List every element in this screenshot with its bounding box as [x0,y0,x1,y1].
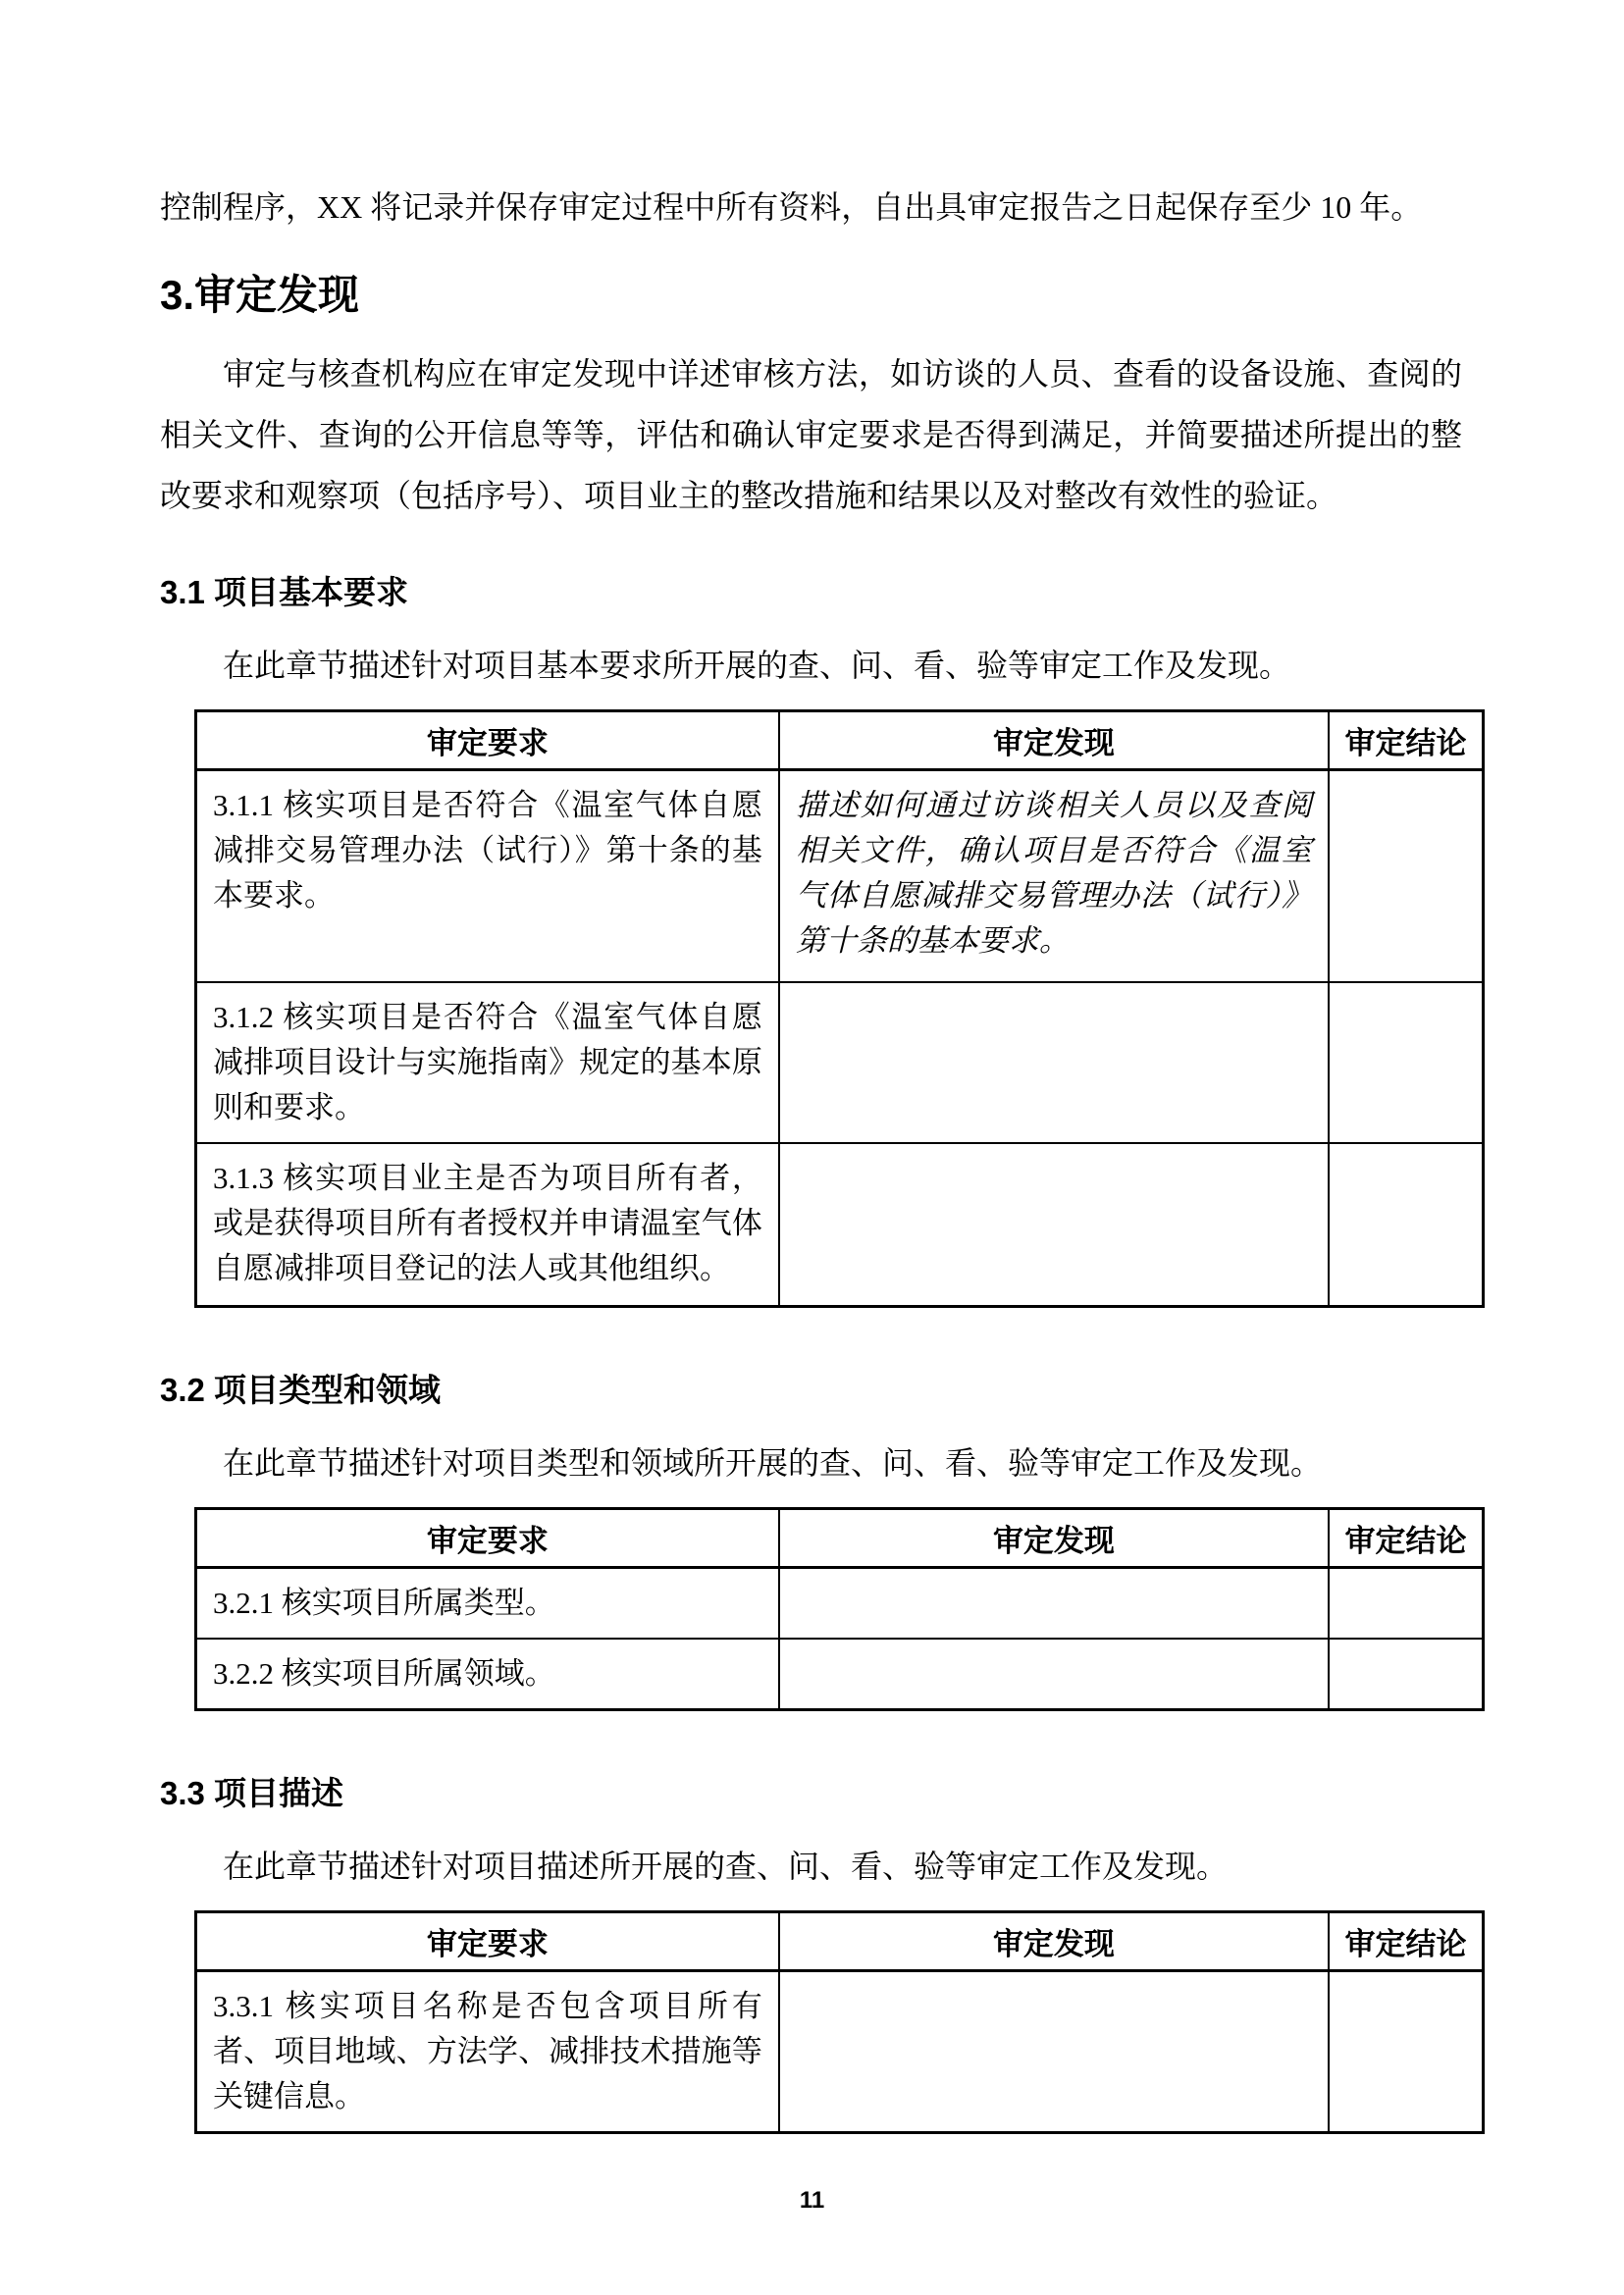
table-row [196,1639,1484,1710]
table-row [196,1143,1484,1307]
table-header-row [196,1509,1484,1568]
finding-cell [779,982,1329,1143]
requirement-cell: 3.1.1 核实项目是否符合《温室气体自愿减排交易管理办法（试行）》第十条的基本要求。 [196,770,779,982]
column-header-requirement: 审定要求 [196,1509,779,1568]
column-header-conclusion: 审定结论 [1329,1509,1483,1568]
conclusion-cell [1329,770,1483,982]
requirement-cell: 3.2.2 核实项目所属领域。 [196,1639,779,1710]
column-header-finding: 审定发现 [779,1912,1329,1971]
column-header-finding: 审定发现 [779,711,1329,770]
conclusion-cell [1329,1143,1483,1307]
requirement-cell: 3.1.2 核实项目是否符合《温室气体自愿减排项目设计与实施指南》规定的基本原则和要求。 [196,982,779,1143]
section-3-1-intro: 在此章节描述针对项目基本要求所开展的查、问、看、验等审定工作及发现。 [223,648,1291,683]
audit-table-3-2 [194,1507,1485,1711]
column-header-conclusion: 审定结论 [1329,711,1483,770]
table-row [196,1971,1484,2133]
section-3-2-heading: 3.2 项目类型和领域 [160,1372,442,1408]
audit-table-3-1 [194,709,1485,1308]
finding-cell [779,1639,1329,1710]
audit-table-3-3 [194,1910,1485,2134]
finding-cell: 描述如何通过访谈相关人员以及查阅相关文件，确认项目是否符合《温室气体自愿减排交易管理办法（试行）》第十条的基本要求。 [779,770,1329,982]
section-3-2-intro: 在此章节描述针对项目类型和领域所开展的查、问、看、验等审定工作及发现。 [223,1445,1323,1481]
finding-cell [779,1143,1329,1307]
table-row [196,1568,1484,1640]
table-row [196,770,1484,982]
conclusion-cell [1329,1568,1483,1640]
column-header-conclusion: 审定结论 [1329,1912,1483,1971]
section-3-1-heading: 3.1 项目基本要求 [160,574,409,610]
column-header-finding: 审定发现 [779,1509,1329,1568]
column-header-requirement: 审定要求 [196,711,779,770]
table-header-row [196,1912,1484,1971]
column-header-requirement: 审定要求 [196,1912,779,1971]
table-header-row [196,711,1484,770]
section-3-3-intro: 在此章节描述针对项目描述所开展的查、问、看、验等审定工作及发现。 [223,1849,1229,1884]
table-row [196,982,1484,1143]
conclusion-cell [1329,1971,1483,2133]
conclusion-cell [1329,1639,1483,1710]
section-3-paragraph: 审定与核查机构应在审定发现中详述审核方法，如访谈的人员、查看的设备设施、查阅的相关文件、查询的公开信息等等，评估和确认审定要求是否得到满足，并简要描述所提出的整改要求和观察项（包括序号）、项目业主的整改措施和结果以及对整改有效性的验证。 [160,356,1462,513]
conclusion-cell [1329,982,1483,1143]
finding-cell [779,1568,1329,1640]
requirement-cell: 3.2.1 核实项目所属类型。 [196,1568,779,1640]
finding-cell [779,1971,1329,2133]
page-number: 11 [799,2187,825,2214]
section-3-heading: 3.审定发现 [160,272,360,318]
paragraph-record-retention: 控制程序，XX 将记录并保存审定过程中所有资料，自出具审定报告之日起保存至少 10 年。 [160,189,1423,225]
requirement-cell: 3.3.1 核实项目名称是否包含项目所有者、项目地域、方法学、减排技术措施等关键信息。 [196,1971,779,2133]
section-3-3-heading: 3.3 项目描述 [160,1775,344,1811]
requirement-cell: 3.1.3 核实项目业主是否为项目所有者，或是获得项目所有者授权并申请温室气体自愿减排项目登记的法人或其他组织。 [196,1143,779,1307]
